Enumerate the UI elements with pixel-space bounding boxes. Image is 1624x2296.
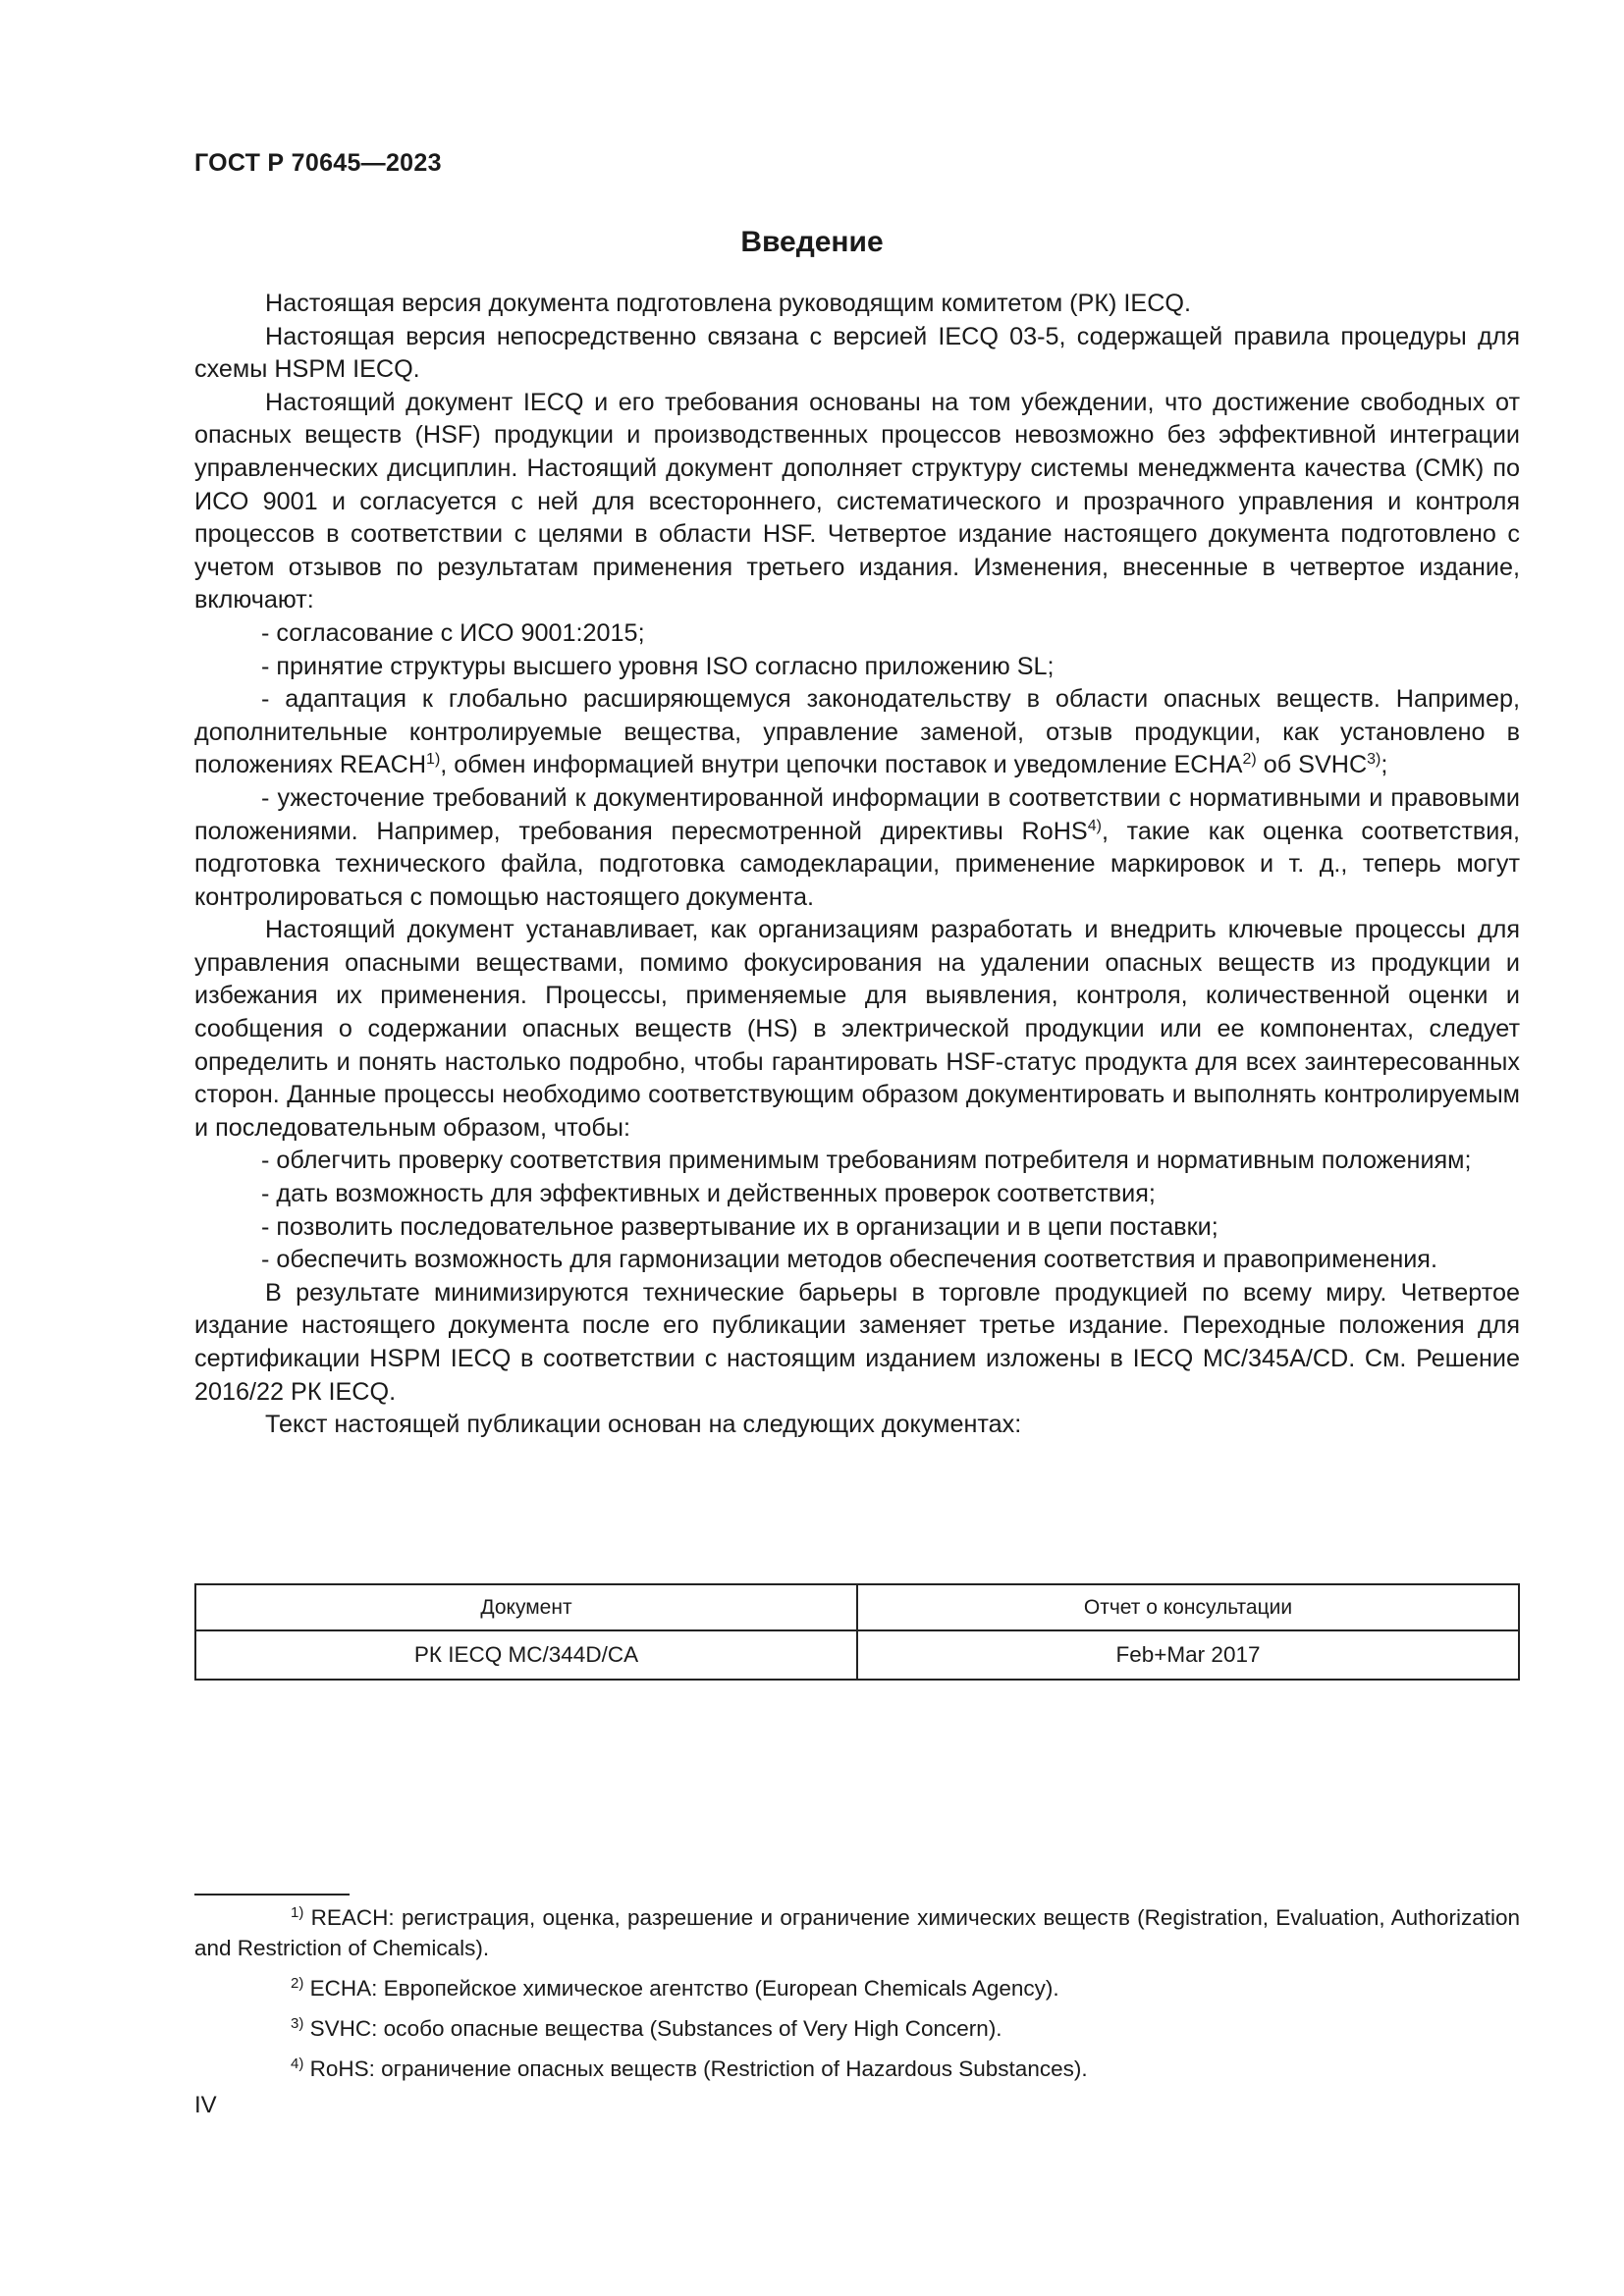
section-title: Введение [740, 226, 884, 258]
change-text: , такие как оценка соответствия, подготовка технического файла, подготовка самодекларации, применение маркировок и т. д., теперь могут контролироваться с помощью настоящего документа. [194, 817, 1520, 911]
footnote-ref-4[interactable]: 4) [1087, 817, 1102, 834]
table-cell-consultation-report: Feb+Mar 2017 [857, 1630, 1519, 1680]
table-header-document: Документ [195, 1584, 857, 1630]
footnote-1 [194, 1902, 1520, 1963]
footnote-ref-3[interactable]: 3) [1367, 751, 1381, 769]
footnote-mark: 2) [291, 1975, 304, 1992]
document-code: ГОСТ Р 70645—2023 [194, 149, 442, 177]
change-item-structure: - принятие структуры высшего уровня ISO согласно приложению SL; [261, 652, 1055, 680]
footnote-ref-1[interactable]: 1) [426, 751, 441, 769]
change-text: - адаптация к глобально расширяющемуся законодательству в области опасных веществ. Например, дополнительные контролируемые вещества, управление заменой, отзыв продукции, как установлено в положениях REACH [194, 685, 1520, 779]
footnote-text: ECHA: Европейское химическое агентство (European Chemicals Agency). [309, 1976, 1059, 2001]
footnote-ref-2[interactable]: 2) [1242, 751, 1257, 769]
paragraph-version: Настоящая версия документа подготовлена руководящим комитетом (РК) IECQ. [265, 290, 1191, 317]
paragraph-basis-requirements: Настоящий документ IECQ и его требования основаны на том убеждении, что достижение свободных от опасных веществ (HSF) продукции и производственных процессов невозможно без эффективной интеграции управленческих дисциплин. Настоящий документ дополняет структуру системы менеджмента качества (СМК) по ИСО 9001 и согласуется с ней для всестороннего, систематического и прозрачного управления и контроля процессов в соответствии с целями в области HSF. Четвертое издание настоящего документа подготовлено с учетом отзывов по результатам применения третьего издания. Изменения, внесенные в четвертое издание, включают: [194, 388, 1520, 614]
introduction-body [194, 288, 1520, 1442]
goal-item: - позволить последовательное развертывание их в организации и в цепи поставки; [261, 1212, 1218, 1241]
footnote-mark: 4) [291, 2056, 304, 2072]
paragraph-source-documents: Текст настоящей публикации основан на следующих документах: [265, 1411, 1022, 1439]
table-row [195, 1630, 1519, 1680]
footnotes [194, 1902, 1520, 2094]
paragraph-relation: Настоящая версия непосредственно связана с версией IECQ 03-5, содержащей правила процедуры для схемы HSPM IECQ. [194, 322, 1520, 384]
footnote-mark: 3) [291, 2015, 304, 2032]
footnote-4 [194, 2054, 1520, 2084]
footnote-text: SVHC: особо опасные вещества (Substances of Very High Concern). [309, 2016, 1002, 2041]
goal-item: - дать возможность для эффективных и действенных проверок соответствия; [261, 1180, 1156, 1208]
change-item-legislation [194, 683, 1520, 782]
footnote-mark: 1) [291, 1904, 304, 1921]
goal-item: - облегчить проверку соответствия применимым требованиям потребителя и нормативным положениям; [261, 1147, 1472, 1175]
change-item-documented-info [194, 782, 1520, 914]
source-documents-table [194, 1583, 1520, 1681]
change-text: - ужесточение требований к документированной информации в соответствии с нормативными и правовыми положениями. Например, требования пересмотренной директивы RoHS [194, 783, 1520, 845]
footnote-text: RoHS: ограничение опасных веществ (Restriction of Hazardous Substances). [309, 2056, 1088, 2081]
footnote-3 [194, 2013, 1520, 2044]
change-text: об SVHC [1256, 751, 1368, 779]
change-text: , обмен информацией внутри цепочки поставок и уведомление ECHA [440, 751, 1243, 779]
table-cell-document: РК IECQ MC/344D/CA [195, 1630, 857, 1680]
footnote-separator [194, 1894, 350, 1896]
footnote-text: REACH: регистрация, оценка, разрешение и ограничение химических веществ (Registration, Evaluation, Authorization and Restriction of Chemicals). [194, 1905, 1520, 1960]
page-number: IV [194, 2092, 217, 2118]
table-header-consultation-report: Отчет о консультации [857, 1584, 1519, 1630]
table-header-row [195, 1584, 1519, 1630]
change-text: ; [1380, 751, 1388, 779]
paragraph-result: В результате минимизируются технические барьеры в торговле продукцией по всему миру. Четвертое издание настоящего документа после его публикации заменяет третье издание. Переходные положения для сертификации HSPM IECQ в соответствии с настоящим изданием изложены в IECQ MC/345A/CD. См. Решение 2016/22 РК IECQ. [194, 1278, 1520, 1406]
paragraph-processes: Настоящий документ устанавливает, как организациям разработать и внедрить ключевые процессы для управления опасными веществами, помимо фокусирования на удалении опасных веществ из продукции и избежания их применения. Процессы, применяемые для выявления, контроля, количественной оценки и сообщения о содержании опасных веществ (HS) в электрической продукции или ее компонентах, следует определить и понять настолько подробно, чтобы гарантировать HSF-статус продукта для всех заинтересованных сторон. Данные процессы необходимо соответствующим образом документировать и выполнять контролируемым и последовательным образом, чтобы: [194, 916, 1520, 1142]
goal-item: - обеспечить возможность для гармонизации методов обеспечения соответствия и правоприменения. [261, 1246, 1437, 1274]
footnote-2 [194, 1973, 1520, 2003]
change-item-iso: - согласование с ИСО 9001:2015; [261, 618, 645, 647]
